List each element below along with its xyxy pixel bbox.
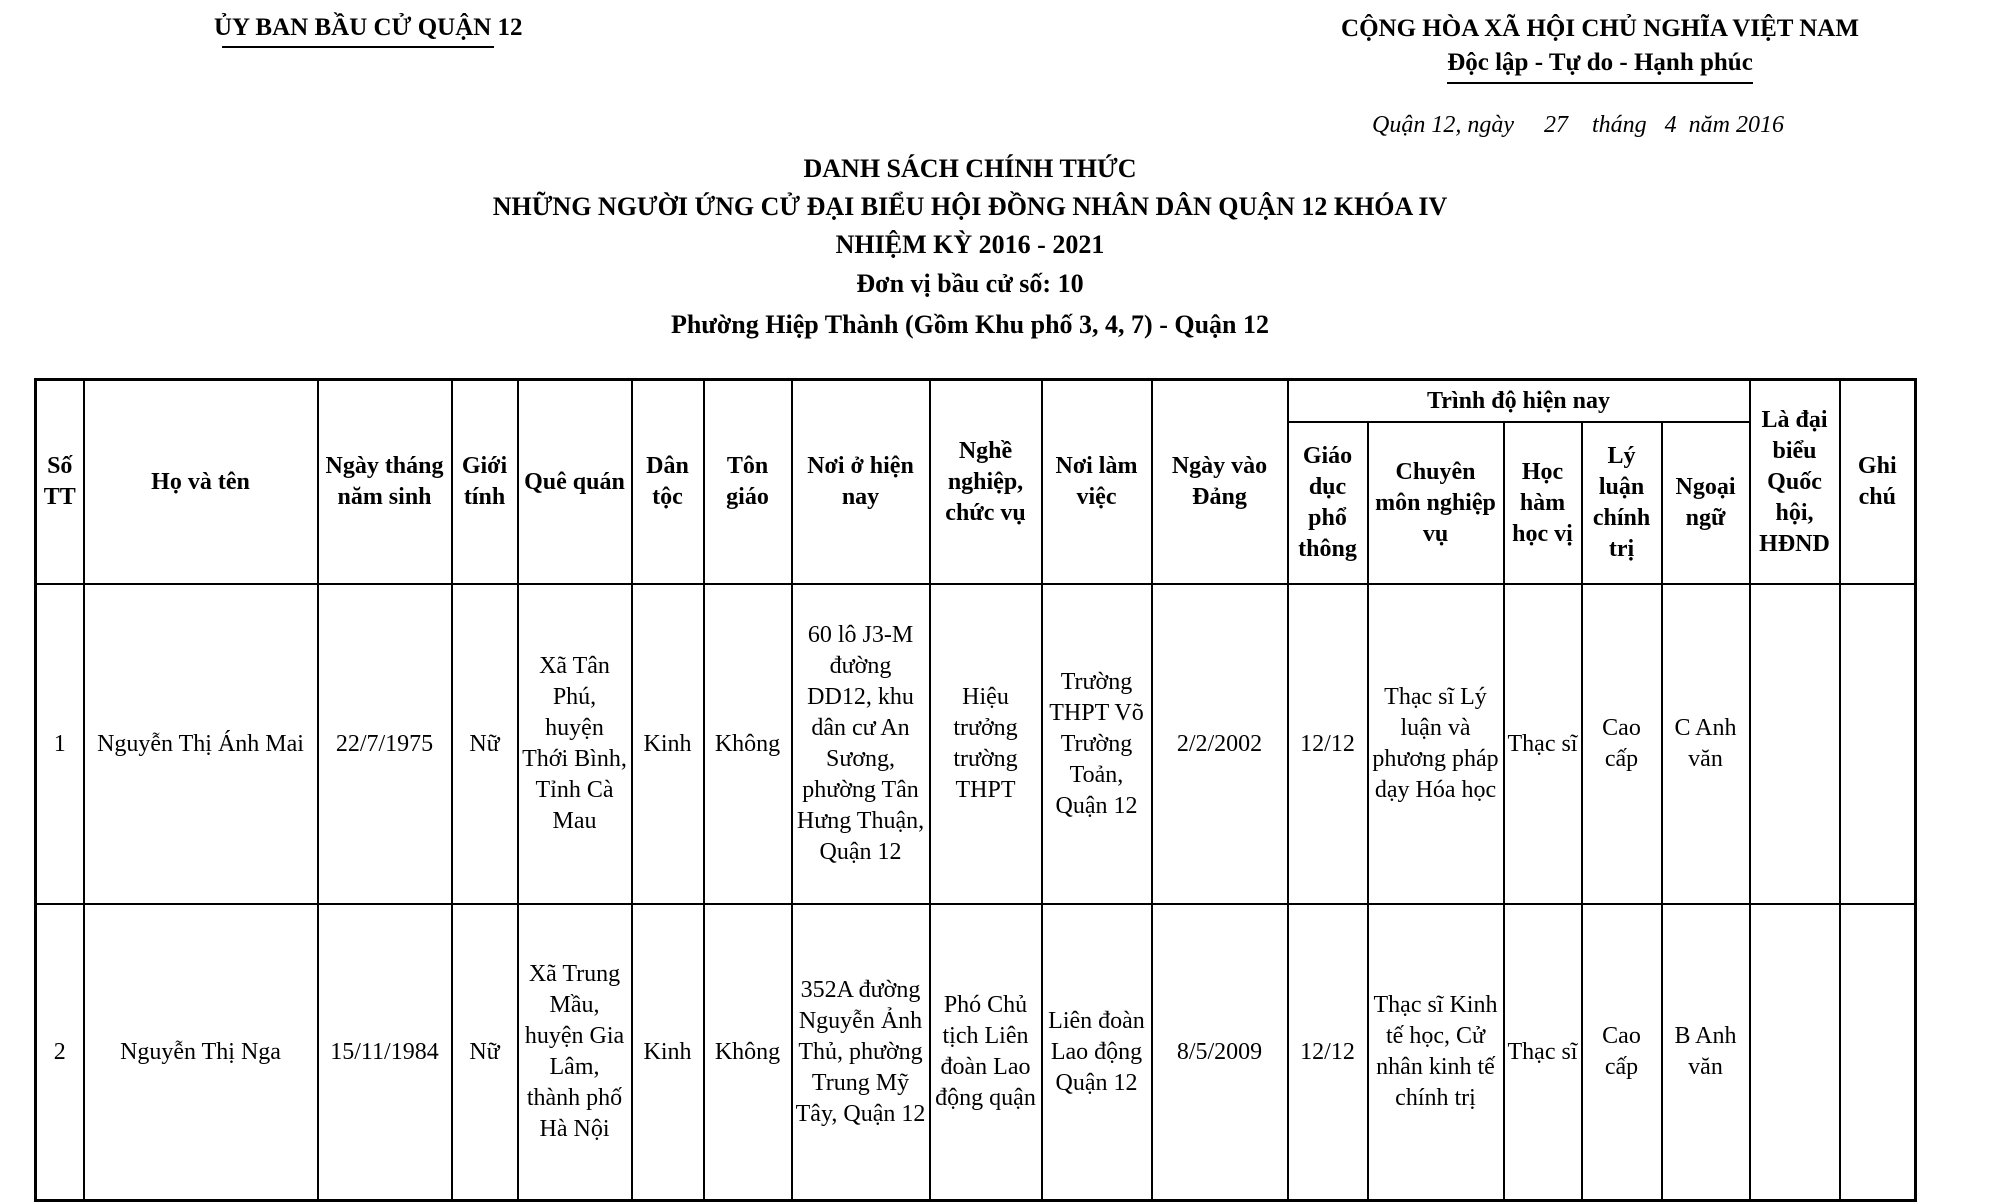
cell-gender: Nữ [452, 904, 518, 1201]
title-line-3: NHIỆM KỲ 2016 - 2021 [835, 230, 1105, 259]
candidate-table [34, 378, 1917, 1202]
col-specialty: Chuyên môn nghiệp vụ [1368, 422, 1504, 584]
cell-note [1840, 904, 1916, 1201]
col-note: Ghi chú [1840, 380, 1916, 585]
cell-residence: 352A đường Nguyễn Ảnh Thủ, phường Trung Mỹ Tây, Quận 12 [792, 904, 930, 1201]
col-delegate: Là đại biểu Quốc hội, HĐND [1750, 380, 1840, 585]
cell-party-date: 2/2/2002 [1152, 584, 1288, 904]
issuing-authority-text: ỦY BAN BẦU CỬ QUẬN 12 [214, 14, 523, 41]
col-gender: Giới tính [452, 380, 518, 585]
country-name: CỘNG HÒA XÃ HỘI CHỦ NGHĨA VIỆT NAM [1341, 15, 1859, 42]
cell-stt: 1 [36, 584, 84, 904]
col-name: Họ và tên [84, 380, 318, 585]
header-row-1 [36, 380, 1916, 423]
cell-occupation: Hiệu trưởng trường THPT [930, 584, 1042, 904]
title-line-2: NHỮNG NGƯỜI ỨNG CỬ ĐẠI BIỂU HỘI ĐỒNG NHÂN DÂN QUẬN 12 KHÓA IV [492, 192, 1448, 221]
authority-underline [222, 46, 494, 48]
cell-political: Cao cấp [1582, 904, 1662, 1201]
cell-occupation: Phó Chủ tịch Liên đoàn Lao động quận [930, 904, 1042, 1201]
issuing-authority [214, 14, 523, 42]
cell-ethnicity: Kinh [632, 584, 704, 904]
cell-academic: Thạc sĩ [1504, 584, 1582, 904]
col-dob: Ngày tháng năm sinh [318, 380, 452, 585]
cell-workplace: Trường THPT Võ Trường Toản, Quận 12 [1042, 584, 1152, 904]
document-titles [0, 150, 1940, 344]
cell-delegate [1750, 584, 1840, 904]
cell-hometown: Xã Trung Mầu, huyện Gia Lâm, thành phố Hà Nội [518, 904, 632, 1201]
col-language: Ngoại ngữ [1662, 422, 1750, 584]
cell-language: C Anh văn [1662, 584, 1750, 904]
cell-gender: Nữ [452, 584, 518, 904]
cell-political: Cao cấp [1582, 584, 1662, 904]
col-workplace: Nơi làm việc [1042, 380, 1152, 585]
cell-dob: 22/7/1975 [318, 584, 452, 904]
col-stt: Số TT [36, 380, 84, 585]
national-motto: Độc lập - Tự do - Hạnh phúc [1447, 46, 1753, 84]
document-date: Quận 12, ngày 27 tháng 4 năm 2016 [1372, 112, 1784, 138]
cell-hometown: Xã Tân Phú, huyện Thới Bình, Tỉnh Cà Mau [518, 584, 632, 904]
cell-name: Nguyễn Thị Ánh Mai [84, 584, 318, 904]
cell-general-edu: 12/12 [1288, 584, 1368, 904]
title-line-1: DANH SÁCH CHÍNH THỨC [803, 154, 1137, 183]
col-ethnicity: Dân tộc [632, 380, 704, 585]
cell-specialty: Thạc sĩ Lý luận và phương pháp dạy Hóa học [1368, 584, 1504, 904]
ward-area: Phường Hiệp Thành (Gồm Khu phố 3, 4, 7) - Quận 12 [670, 310, 1270, 339]
cell-religion: Không [704, 904, 792, 1201]
col-general-edu: Giáo dục phổ thông [1288, 422, 1368, 584]
cell-dob: 15/11/1984 [318, 904, 452, 1201]
cell-language: B Anh văn [1662, 904, 1750, 1201]
col-hometown: Quê quán [518, 380, 632, 585]
cell-name: Nguyễn Thị Nga [84, 904, 318, 1201]
table-row [36, 904, 1916, 1201]
col-academic: Học hàm học vị [1504, 422, 1582, 584]
col-religion: Tôn giáo [704, 380, 792, 585]
cell-residence: 60 lô J3-M đường DD12, khu dân cư An Sương, phường Tân Hưng Thuận, Quận 12 [792, 584, 930, 904]
cell-ethnicity: Kinh [632, 904, 704, 1201]
col-occupation: Nghề nghiệp, chức vụ [930, 380, 1042, 585]
col-party-date: Ngày vào Đảng [1152, 380, 1288, 585]
cell-stt: 2 [36, 904, 84, 1201]
cell-note [1840, 584, 1916, 904]
cell-party-date: 8/5/2009 [1152, 904, 1288, 1201]
cell-specialty: Thạc sĩ Kinh tế học, Cử nhân kinh tế chính trị [1368, 904, 1504, 1201]
cell-delegate [1750, 904, 1840, 1201]
col-education-group: Trình độ hiện nay [1288, 380, 1750, 423]
electoral-unit: Đơn vị bầu cử số: 10 [856, 269, 1084, 298]
table-row [36, 584, 1916, 904]
col-residence: Nơi ở hiện nay [792, 380, 930, 585]
cell-academic: Thạc sĩ [1504, 904, 1582, 1201]
cell-workplace: Liên đoàn Lao động Quận 12 [1042, 904, 1152, 1201]
col-political: Lý luận chính trị [1582, 422, 1662, 584]
cell-religion: Không [704, 584, 792, 904]
cell-general-edu: 12/12 [1288, 904, 1368, 1201]
national-header [1330, 12, 1870, 84]
